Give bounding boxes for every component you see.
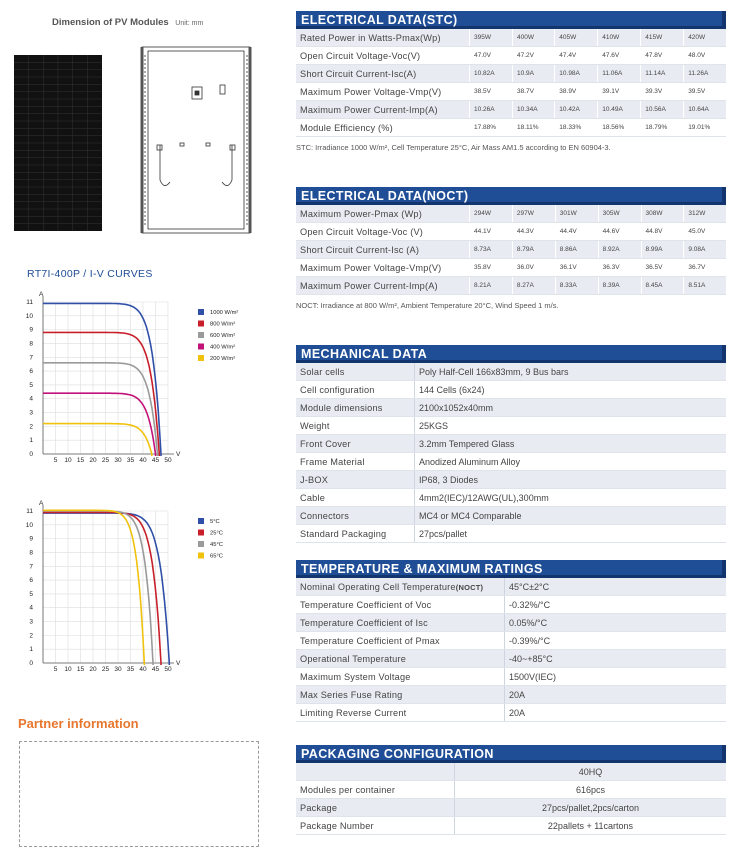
row-label: Short Circuit Current-Isc (A) (296, 241, 470, 259)
row-value: 305W (598, 205, 641, 223)
iv-curves-irradiance-chart (20, 288, 275, 478)
x-tick-label: 50 (164, 666, 172, 673)
x-tick-label: 50 (164, 457, 172, 464)
row-value: -0.32%/°C (505, 596, 727, 614)
dimension-unit: Unit: mm (175, 20, 204, 27)
y-tick-label: 11 (26, 299, 33, 306)
row-value: 1500V(IEC) (505, 668, 727, 686)
y-tick-label: 4 (29, 604, 33, 612)
row-value: 17.88% (470, 119, 513, 137)
series-line (43, 363, 158, 456)
table-row (296, 65, 726, 83)
row-value: 22pallets + 11cartons (455, 817, 727, 835)
table-row (296, 596, 726, 614)
row-label: Maximum Power-Pmax (Wp) (296, 205, 470, 223)
packaging-table (296, 763, 726, 835)
row-value: 312W (684, 205, 726, 223)
row-value: Anodized Aluminum Alloy (415, 453, 727, 471)
partner-info-box (19, 741, 259, 847)
row-value: 11.14A (641, 65, 684, 83)
row-value: 8.27A (512, 277, 555, 295)
y-tick-label: 2 (29, 423, 33, 431)
table-row (296, 632, 726, 650)
row-label-text: Package (300, 802, 338, 813)
x-axis-label: V (176, 451, 181, 458)
legend-swatch (198, 553, 204, 559)
row-label (296, 525, 415, 543)
temperature-table (296, 578, 726, 722)
row-label (296, 817, 455, 835)
row-value: 47.0V (470, 47, 513, 65)
series-line (43, 513, 169, 665)
row-value: 10.49A (598, 101, 641, 119)
table-row (296, 83, 726, 101)
x-tick-label: 15 (76, 666, 85, 673)
table-row (296, 101, 726, 119)
row-label (296, 650, 505, 668)
table-row (296, 399, 726, 417)
row-label (296, 417, 415, 435)
row-value: 39.5V (684, 83, 726, 101)
y-tick-label: 6 (29, 368, 33, 376)
row-value: 8.73A (470, 241, 513, 259)
row-value: 297W (512, 205, 555, 223)
row-value: 44.6V (598, 223, 641, 241)
row-value: 10.26A (470, 101, 513, 119)
row-value: 35.8V (470, 259, 513, 277)
row-label: Maximum Power Current-Imp(A) (296, 101, 470, 119)
row-value: 395W (470, 29, 513, 47)
legend-label: 1000 W/m² (210, 310, 239, 316)
x-tick-label: 20 (89, 457, 97, 464)
x-tick-label: 30 (114, 457, 122, 464)
row-label-text: Solar cells (300, 366, 345, 377)
iv-curves-temperature-chart (20, 497, 275, 687)
row-value: 44.1V (470, 223, 513, 241)
series-line (43, 393, 156, 456)
row-label (296, 632, 505, 650)
row-value: 400W (512, 29, 554, 47)
row-value: 9.08A (684, 241, 726, 259)
row-value: 8.39A (598, 277, 641, 295)
row-value: 8.21A (470, 277, 513, 295)
y-tick-label: 3 (29, 618, 33, 626)
row-value: 8.51A (684, 277, 726, 295)
table-row (296, 525, 726, 543)
table-row (296, 704, 726, 722)
row-value: 10.9A (512, 65, 554, 83)
module-dimension-drawing (10, 45, 260, 240)
x-tick-label: 40 (139, 666, 147, 673)
row-value: 27pcs/pallet (415, 525, 727, 543)
row-label-text: Connectors (300, 510, 349, 521)
row-value: 410W (598, 29, 641, 47)
row-label-text: Limiting Reverse Current (300, 707, 407, 718)
y-tick-label: 5 (29, 590, 33, 598)
row-value: 10.42A (555, 101, 598, 119)
y-tick-label: 7 (29, 354, 33, 362)
x-tick-label: 30 (114, 666, 122, 673)
row-label-text: Standard Packaging (300, 528, 387, 539)
row-value: 10.98A (555, 65, 598, 83)
noct-header: ELECTRICAL DATA(NOCT) (296, 187, 726, 205)
legend-label: 400 W/m² (210, 344, 236, 351)
table-row (296, 435, 726, 453)
row-value: 18.56% (598, 119, 641, 137)
row-label-text: Nominal Operating Cell Temperature (300, 581, 456, 592)
row-label-text: Temperature Coefficient of Pmax (300, 635, 440, 646)
row-value: 8.79A (512, 241, 555, 259)
x-tick-label: 5 (53, 457, 58, 464)
row-label (296, 704, 505, 722)
table-row (296, 668, 726, 686)
row-value: 36.3V (598, 259, 641, 277)
row-value: 45°C±2°C (505, 578, 727, 596)
table-row (296, 453, 726, 471)
row-label (296, 781, 455, 799)
table-row (296, 259, 726, 277)
y-axis-label: A (39, 500, 44, 507)
row-label: Maximum Power Current-Imp(A) (296, 277, 470, 295)
row-value: 10.82A (470, 65, 513, 83)
x-tick-label: 20 (89, 666, 97, 673)
row-value: 18.79% (641, 119, 684, 137)
row-value: 48.0V (684, 47, 726, 65)
table-row (296, 417, 726, 435)
row-label: Maximum Power Voltage-Vmp(V) (296, 259, 470, 277)
row-value: 8.92A (598, 241, 641, 259)
row-label-text: Temperature Coefficient of Voc (300, 599, 432, 610)
legend-swatch (198, 332, 204, 338)
row-value: 38.7V (512, 83, 554, 101)
row-value: 10.64A (684, 101, 726, 119)
partner-info-title: Partner information (18, 716, 139, 731)
row-value: 144 Cells (6x24) (415, 381, 727, 399)
row-label (296, 763, 455, 781)
row-value: MC4 or MC4 Comparable (415, 507, 727, 525)
table-row (296, 799, 726, 817)
row-label-text: Front Cover (300, 438, 351, 449)
y-tick-label: 7 (29, 563, 33, 571)
table-row (296, 119, 726, 137)
row-value: 4mm2(IEC)/12AWG(UL),300mm (415, 489, 727, 507)
dimension-title (52, 17, 203, 28)
table-row (296, 241, 726, 259)
row-value: 45.0V (684, 223, 726, 241)
row-label (296, 507, 415, 525)
y-tick-label: 9 (29, 326, 33, 334)
y-tick-label: 8 (29, 340, 33, 348)
x-tick-label: 5 (53, 666, 58, 673)
row-label (296, 471, 415, 489)
row-value: Poly Half-Cell 166x83mm, 9 Bus bars (415, 363, 727, 381)
stc-header: ELECTRICAL DATA(STC) (296, 11, 726, 29)
legend-swatch (198, 344, 204, 350)
y-tick-label: 3 (29, 409, 33, 417)
y-tick-label: 8 (29, 549, 33, 557)
row-value: 294W (470, 205, 513, 223)
legend-label: 600 W/m² (210, 333, 236, 339)
row-label-text: Cable (300, 492, 326, 503)
legend-swatch (198, 309, 204, 315)
row-label (296, 686, 505, 704)
x-tick-label: 10 (64, 457, 72, 464)
x-tick-label: 45 (151, 457, 160, 464)
table-row (296, 686, 726, 704)
iv-curves-title: RT7I-400P / I-V CURVES (27, 268, 153, 280)
y-tick-label: 9 (29, 535, 33, 543)
table-row (296, 223, 726, 241)
row-value: IP68, 3 Diodes (415, 471, 727, 489)
mechanical-header: MECHANICAL DATA (296, 345, 726, 363)
row-value: 308W (641, 205, 684, 223)
row-label (296, 668, 505, 686)
x-tick-label: 10 (64, 666, 72, 673)
y-tick-label: 10 (25, 521, 33, 529)
row-value: 11.26A (684, 65, 726, 83)
x-tick-label: 45 (151, 666, 160, 673)
row-value: 44.3V (512, 223, 555, 241)
row-label: Rated Power in Watts-Pmax(Wp) (296, 29, 470, 47)
row-label-text: Modules per container (300, 784, 396, 795)
row-value: 616pcs (455, 781, 727, 799)
legend-label: 5°C (210, 519, 220, 525)
row-value: 8.33A (555, 277, 598, 295)
row-label (296, 799, 455, 817)
table-row (296, 205, 726, 223)
row-value: 39.3V (641, 83, 684, 101)
row-value: 18.11% (512, 119, 554, 137)
row-label (296, 578, 505, 596)
noct-note: NOCT: Irradiance at 800 W/m², Ambient Temperature 20°C, Wind Speed 1 m/s. (296, 301, 559, 310)
row-value: 2100x1052x40mm (415, 399, 727, 417)
y-tick-label: 4 (29, 395, 33, 403)
row-value: 47.6V (598, 47, 641, 65)
table-row (296, 489, 726, 507)
legend-label: 65°C (210, 553, 223, 560)
y-axis-label: A (39, 291, 44, 298)
row-label-text: Max Series Fuse Rating (300, 689, 403, 700)
row-value: 44.8V (641, 223, 684, 241)
row-value: 40HQ (455, 763, 727, 781)
table-row (296, 614, 726, 632)
row-value: -40~+85°C (505, 650, 727, 668)
row-value: 18.33% (555, 119, 598, 137)
row-label-text: Maximum System Voltage (300, 671, 411, 682)
row-value: 47.8V (641, 47, 684, 65)
row-label (296, 453, 415, 471)
row-label: Open Circuit Voltage-Voc(V) (296, 47, 470, 65)
row-value: 39.1V (598, 83, 641, 101)
row-value: 405W (555, 29, 598, 47)
row-label-text: Cell configuration (300, 384, 375, 395)
series-line (43, 424, 152, 456)
row-value: 10.56A (641, 101, 684, 119)
row-label: Maximum Power Voltage-Vmp(V) (296, 83, 470, 101)
row-value: 0.05%/°C (505, 614, 727, 632)
y-tick-label: 1 (29, 437, 33, 445)
row-value: 20A (505, 686, 727, 704)
table-row (296, 578, 726, 596)
legend-label: 800 W/m² (210, 321, 236, 328)
row-value: 27pcs/pallet,2pcs/carton (455, 799, 727, 817)
table-row (296, 650, 726, 668)
x-tick-label: 35 (126, 457, 135, 464)
legend-label: 45°C (210, 542, 223, 548)
y-tick-label: 2 (29, 632, 33, 640)
row-value: 11.06A (598, 65, 641, 83)
y-tick-label: 10 (25, 312, 33, 320)
row-value: 47.2V (512, 47, 554, 65)
legend-swatch (198, 321, 204, 327)
series-line (43, 332, 159, 456)
y-tick-label: 0 (29, 660, 33, 667)
module-back-view (142, 47, 250, 233)
packaging-header: PACKAGING CONFIGURATION (296, 745, 726, 763)
noct-table (296, 205, 726, 295)
row-value: 415W (641, 29, 684, 47)
row-value: 38.5V (470, 83, 513, 101)
row-value: 36.0V (512, 259, 555, 277)
row-label: Module Efficiency (%) (296, 119, 470, 137)
row-label (296, 381, 415, 399)
row-value: 36.1V (555, 259, 598, 277)
y-tick-label: 5 (29, 381, 33, 389)
row-value: -0.39%/°C (505, 632, 727, 650)
row-label: Short Circuit Current-Isc(A) (296, 65, 470, 83)
row-label (296, 399, 415, 417)
x-tick-label: 35 (126, 666, 135, 673)
legend-label: 200 W/m² (210, 356, 236, 362)
dimension-title-text: Dimension of PV Modules (52, 17, 169, 28)
row-value: 25KGS (415, 417, 727, 435)
table-row (296, 471, 726, 489)
row-value: 44.4V (555, 223, 598, 241)
row-value: 8.99A (641, 241, 684, 259)
row-label (296, 489, 415, 507)
mechanical-table (296, 363, 726, 543)
y-tick-label: 6 (29, 577, 33, 585)
row-value: 301W (555, 205, 598, 223)
temperature-header: TEMPERATURE & MAXIMUM RATINGS (296, 560, 726, 578)
table-row (296, 277, 726, 295)
row-value: 19.01% (684, 119, 726, 137)
stc-table (296, 29, 726, 137)
table-row (296, 29, 726, 47)
table-row (296, 507, 726, 525)
table-row (296, 381, 726, 399)
y-tick-label: 1 (29, 646, 33, 654)
x-tick-label: 40 (139, 457, 147, 464)
legend-swatch (198, 355, 204, 361)
row-value: 47.4V (555, 47, 598, 65)
row-value: 420W (684, 29, 726, 47)
row-label-text: Package Number (300, 820, 374, 831)
stc-note: STC: Irradiance 1000 W/m², Cell Temperature 25°C, Air Mass AM1.5 according to EN 60904-3. (296, 143, 611, 152)
x-axis-label: V (176, 660, 181, 667)
row-label (296, 614, 505, 632)
table-row (296, 363, 726, 381)
row-label-text: Operational Temperature (300, 653, 407, 664)
row-value: 36.7V (684, 259, 726, 277)
row-label-text: Module dimensions (300, 402, 383, 413)
row-label-suffix: (NOCT) (455, 582, 484, 592)
row-label-text: Temperature Coefficient of Isc (300, 617, 428, 628)
row-label-text: Frame Material (300, 456, 365, 467)
table-row (296, 763, 726, 781)
row-value: 10.34A (512, 101, 554, 119)
row-label-text: Weight (300, 420, 330, 431)
y-tick-label: 11 (26, 508, 33, 515)
table-row (296, 817, 726, 835)
row-value: 8.45A (641, 277, 684, 295)
row-value: 36.5V (641, 259, 684, 277)
legend-label: 25°C (210, 530, 223, 537)
table-row (296, 781, 726, 799)
x-tick-label: 25 (101, 457, 110, 464)
row-value: 8.86A (555, 241, 598, 259)
row-value: 3.2mm Tempered Glass (415, 435, 727, 453)
row-label (296, 596, 505, 614)
legend-swatch (198, 541, 204, 547)
row-label (296, 435, 415, 453)
row-label (296, 363, 415, 381)
y-tick-label: 0 (29, 451, 33, 458)
row-value: 20A (505, 704, 727, 722)
module-front-view (14, 55, 102, 231)
legend-swatch (198, 518, 204, 524)
x-tick-label: 15 (76, 457, 85, 464)
table-row (296, 47, 726, 65)
row-label-text: J-BOX (300, 474, 329, 485)
row-value: 38.9V (555, 83, 598, 101)
legend-swatch (198, 530, 204, 536)
row-label: Open Circuit Voltage-Voc (V) (296, 223, 470, 241)
series-line (43, 510, 144, 665)
x-tick-label: 25 (101, 666, 110, 673)
series-line (43, 511, 153, 665)
